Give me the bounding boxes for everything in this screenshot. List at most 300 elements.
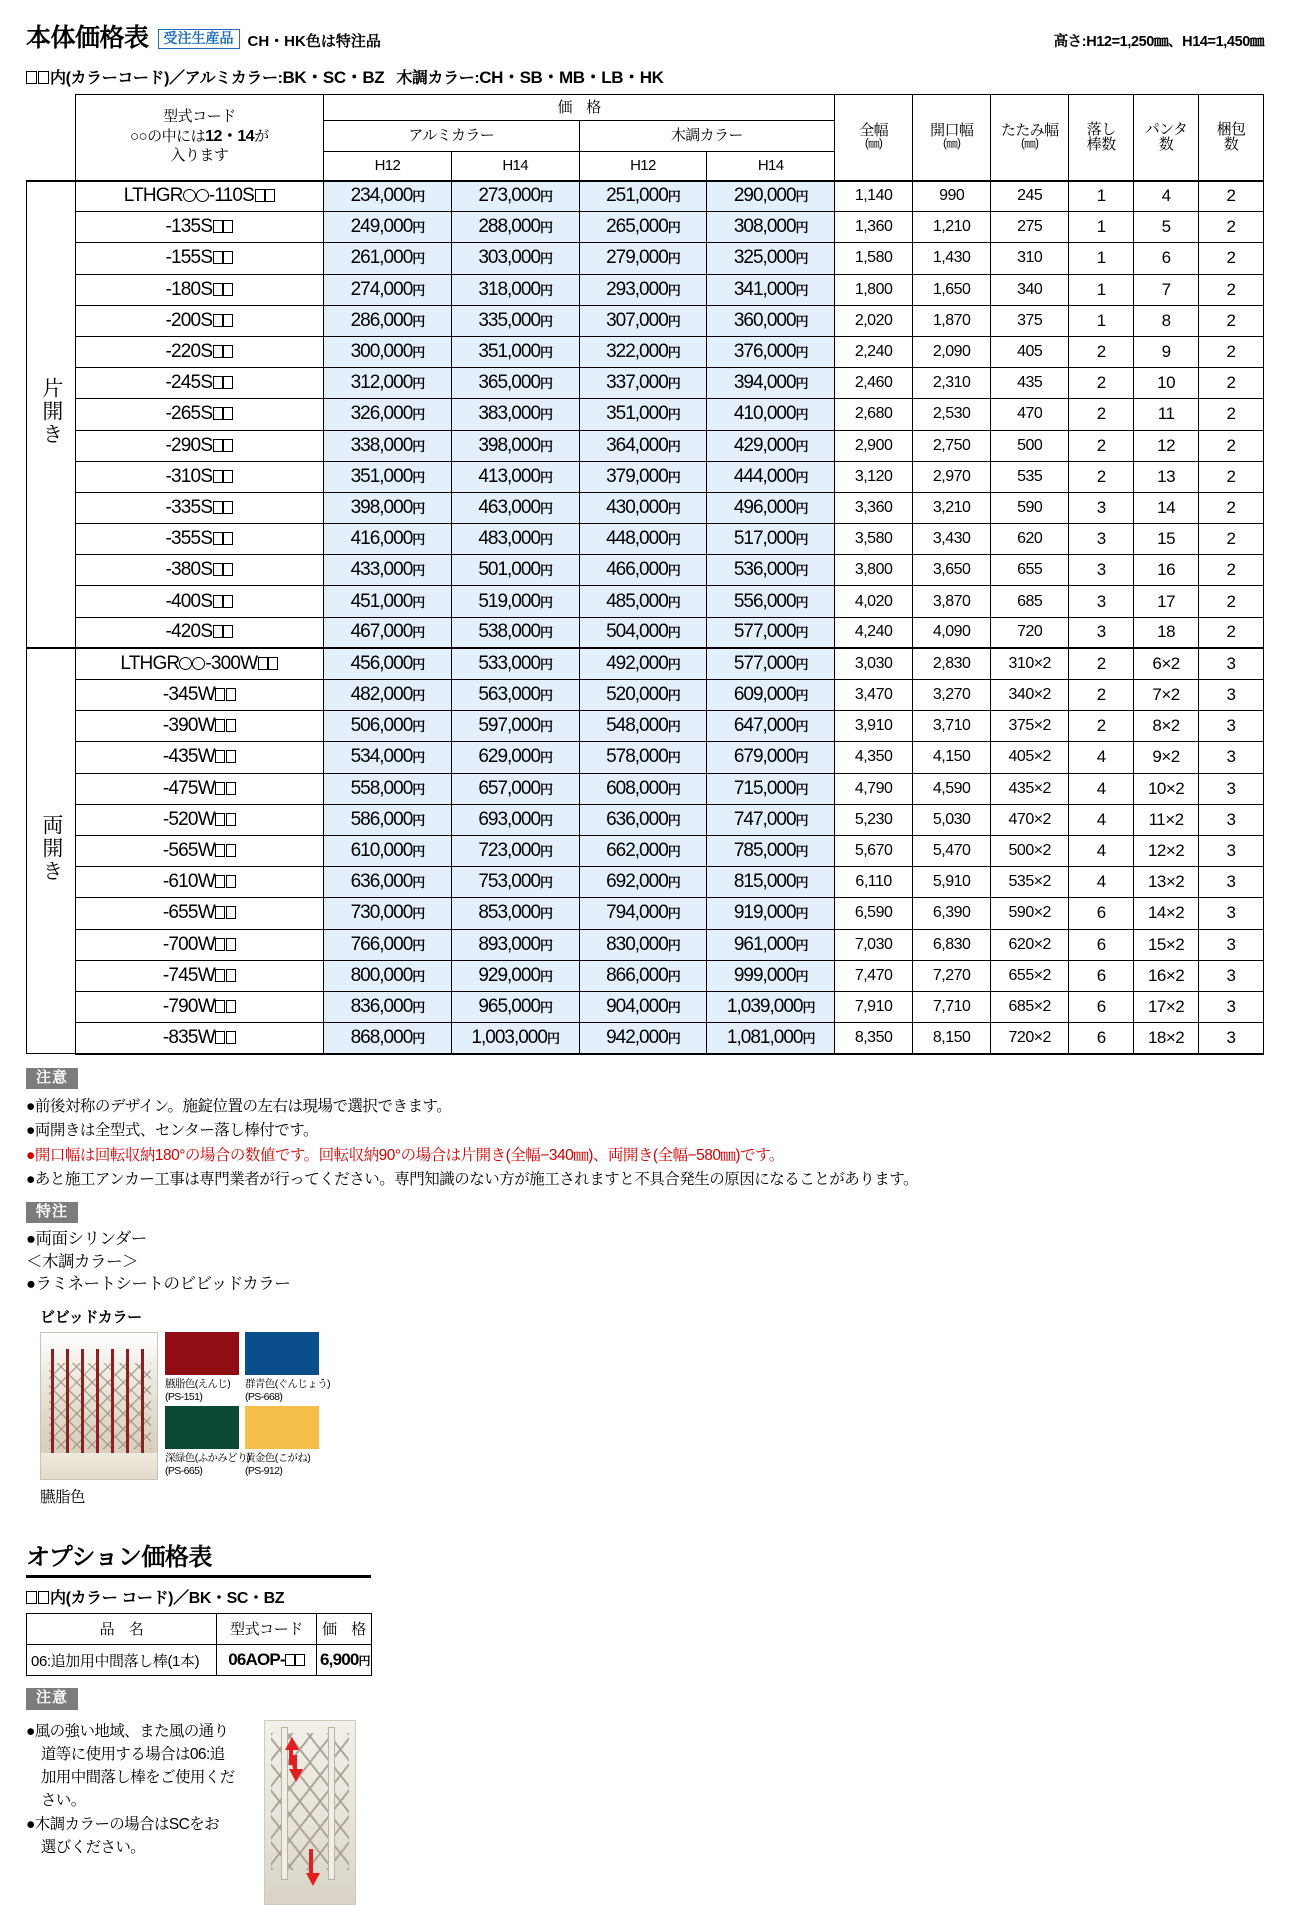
package-count-value: 3	[1199, 711, 1264, 742]
yen-symbol: 円	[540, 407, 553, 423]
square-box-icon	[223, 376, 233, 389]
drop-bar-count-value: 3	[1069, 524, 1134, 555]
price-wood-h12: 485,000円	[579, 586, 707, 617]
color-code-prefix: 内(カラーコード)／アルミカラー:	[50, 70, 283, 87]
price-alumi-h14: 335,000円	[451, 305, 579, 336]
square-box-icon	[26, 1591, 37, 1604]
panta-count-value: 11	[1134, 399, 1199, 430]
yen-symbol: 円	[412, 657, 425, 673]
panta-count-value: 15×2	[1134, 929, 1199, 960]
notice-line: ●あと施工アンカー工事は専門業者が行ってください。専門知識のない方が施工されますと不具合発生の原因になることがあります。	[26, 1170, 919, 1188]
option-table-header-row	[27, 1613, 372, 1644]
model-code-cell	[75, 680, 323, 711]
price-wood-h12: 548,000円	[579, 711, 707, 742]
square-box-icon	[226, 813, 236, 826]
opening-width-value: 4,590	[913, 773, 991, 804]
price-wood-h14: 815,000円	[707, 867, 835, 898]
square-box-icon	[213, 563, 223, 576]
total-width-value: 7,910	[835, 991, 913, 1022]
square-box-icon	[268, 657, 278, 670]
table-row	[27, 399, 1264, 430]
yen-symbol: 円	[540, 469, 553, 485]
model-suffix: -435W	[162, 746, 215, 768]
option-notice-line: ●風の強い地域、また風の通り	[26, 1722, 229, 1740]
yen-symbol: 円	[667, 563, 680, 579]
table-body	[27, 181, 1264, 1054]
price-alumi-h12: 800,000円	[324, 960, 452, 991]
drop-bar-count-value: 3	[1069, 586, 1134, 617]
model-code-cell	[75, 773, 323, 804]
circle-icon	[183, 189, 196, 202]
option-row-code-prefix: 06AOP-	[228, 1650, 285, 1670]
model-code-cell	[75, 430, 323, 461]
total-width-value: 3,470	[835, 680, 913, 711]
header-folded-width-label: たたみ幅	[1000, 122, 1059, 140]
option-row-code	[217, 1644, 317, 1675]
price-wood-h14: 919,000円	[707, 898, 835, 929]
package-count-value: 3	[1199, 898, 1264, 929]
color-swatch-name: 黄金色(こがね)	[245, 1452, 311, 1465]
total-width-value: 2,020	[835, 305, 913, 336]
yen-symbol: 円	[412, 345, 425, 361]
price-alumi-h14: 853,000円	[451, 898, 579, 929]
price-alumi-h14: 383,000円	[451, 399, 579, 430]
drop-bar-count-value: 3	[1069, 617, 1134, 648]
color-swatch-code: (PS-912)	[245, 1465, 283, 1478]
price-wood-h12: 492,000円	[579, 648, 707, 679]
price-wood-h14: 647,000円	[707, 711, 835, 742]
square-box-icon	[223, 251, 233, 264]
price-alumi-h14: 893,000円	[451, 929, 579, 960]
price-alumi-h12: 416,000円	[324, 524, 452, 555]
yen-symbol: 円	[795, 688, 808, 704]
yen-symbol: 円	[795, 500, 808, 516]
price-alumi-h12: 506,000円	[324, 711, 452, 742]
yen-symbol: 円	[540, 719, 553, 735]
model-suffix: -290S	[165, 434, 213, 456]
price-wood-h14: 747,000円	[707, 804, 835, 835]
square-box-icon	[223, 595, 233, 608]
folded-width-value: 685	[991, 586, 1069, 617]
yen-symbol: 円	[667, 688, 680, 704]
model-suffix: -265S	[165, 403, 213, 425]
price-wood-h12: 279,000円	[579, 243, 707, 274]
yen-symbol: 円	[795, 844, 808, 860]
page-title: 本体価格表	[26, 24, 149, 52]
yen-symbol: 円	[540, 906, 553, 922]
option-row-name: 06:追加用中間落し棒(1本)	[27, 1644, 217, 1675]
square-box-icon	[285, 1654, 295, 1666]
model-code-cell	[75, 711, 323, 742]
yen-symbol: 円	[412, 407, 425, 423]
price-alumi-h14: 501,000円	[451, 555, 579, 586]
table-row	[27, 804, 1264, 835]
option-notice-section	[26, 1688, 1264, 1905]
price-alumi-h14: 303,000円	[451, 243, 579, 274]
price-alumi-h12: 398,000円	[324, 492, 452, 523]
panta-count-value: 13	[1134, 461, 1199, 492]
yen-symbol: 円	[802, 999, 815, 1015]
price-wood-h12: 520,000円	[579, 680, 707, 711]
model-code-cell	[75, 586, 323, 617]
opening-width-value: 8,150	[913, 1023, 991, 1054]
package-count-value: 2	[1199, 181, 1264, 212]
table-row	[27, 430, 1264, 461]
yen-symbol: 円	[795, 594, 808, 610]
package-count-value: 3	[1199, 929, 1264, 960]
photo-caption: 臙脂色	[40, 1488, 86, 1506]
header-alumi-h12: H12	[324, 152, 452, 181]
yen-symbol: 円	[540, 438, 553, 454]
drop-bar-count-value: 4	[1069, 867, 1134, 898]
option-row-price	[317, 1644, 372, 1675]
price-alumi-h14: 753,000円	[451, 867, 579, 898]
package-count-value: 2	[1199, 617, 1264, 648]
table-row	[27, 929, 1264, 960]
price-alumi-h12: 433,000円	[324, 555, 452, 586]
price-alumi-h12: 482,000円	[324, 680, 452, 711]
price-wood-h12: 830,000円	[579, 929, 707, 960]
drop-bar-count-value: 6	[1069, 960, 1134, 991]
model-suffix: -110S	[208, 185, 254, 207]
header-model-code	[75, 95, 323, 181]
model-suffix: -475W	[162, 777, 215, 799]
price-alumi-h14: 533,000円	[451, 648, 579, 679]
yen-symbol: 円	[795, 438, 808, 454]
option-section	[26, 1537, 1264, 1905]
yen-symbol: 円	[412, 688, 425, 704]
notice-line: ●前後対称のデザイン。施錠位置の左右は現場で選択できます。	[26, 1098, 452, 1116]
price-wood-h14: 290,000円	[707, 181, 835, 212]
price-alumi-h12: 534,000円	[324, 742, 452, 773]
model-suffix: -400S	[165, 590, 213, 612]
price-wood-h14: 444,000円	[707, 461, 835, 492]
opening-width-value: 2,970	[913, 461, 991, 492]
model-suffix: -220S	[165, 341, 213, 363]
model-prefix: LTHGR	[123, 185, 183, 207]
table-header	[27, 95, 1264, 181]
yen-symbol: 円	[795, 875, 808, 891]
total-width-value: 8,350	[835, 1023, 913, 1054]
drop-bar-count-value: 6	[1069, 929, 1134, 960]
price-wood-h12: 307,000円	[579, 305, 707, 336]
price-alumi-h12: 586,000円	[324, 804, 452, 835]
header-drop-bar-line1: 落し	[1086, 120, 1116, 138]
yen-symbol: 円	[412, 220, 425, 236]
folded-width-value: 340	[991, 274, 1069, 305]
square-box-icon	[223, 625, 233, 638]
square-box-icon	[223, 563, 233, 576]
price-wood-h12: 504,000円	[579, 617, 707, 648]
yen-symbol: 円	[667, 844, 680, 860]
square-box-icon	[213, 376, 223, 389]
price-wood-h12: 578,000円	[579, 742, 707, 773]
opening-width-value: 3,270	[913, 680, 991, 711]
special-order-lines	[26, 1228, 1264, 1295]
total-width-value: 3,030	[835, 648, 913, 679]
yen-symbol: 円	[667, 469, 680, 485]
header-wood-color: 木調カラー	[579, 121, 835, 152]
yen-symbol: 円	[667, 1030, 680, 1046]
price-wood-h14: 1,039,000円	[707, 991, 835, 1022]
opening-width-value: 2,530	[913, 399, 991, 430]
package-count-value: 3	[1199, 1023, 1264, 1054]
table-row	[27, 898, 1264, 929]
price-alumi-h14: 483,000円	[451, 524, 579, 555]
square-box-icon	[215, 906, 225, 919]
opening-width-value: 3,650	[913, 555, 991, 586]
opening-width-value: 1,430	[913, 243, 991, 274]
total-width-value: 7,030	[835, 929, 913, 960]
model-code-cell	[75, 804, 323, 835]
package-count-value: 3	[1199, 804, 1264, 835]
folded-width-value: 245	[991, 181, 1069, 212]
folded-width-value: 655	[991, 555, 1069, 586]
panta-count-value: 13×2	[1134, 867, 1199, 898]
yen-symbol: 円	[667, 906, 680, 922]
yen-symbol: 円	[412, 189, 425, 205]
yen-symbol: 円	[795, 407, 808, 423]
yen-symbol: 円	[412, 781, 425, 797]
drop-bar-right	[328, 1727, 335, 1880]
panta-count-value: 11×2	[1134, 804, 1199, 835]
folded-width-value: 500×2	[991, 835, 1069, 866]
model-code-cell	[75, 742, 323, 773]
panta-count-value: 17	[1134, 586, 1199, 617]
opening-width-value: 990	[913, 181, 991, 212]
price-wood-h14: 517,000円	[707, 524, 835, 555]
yen-symbol: 円	[412, 750, 425, 766]
drop-bar-count-value: 2	[1069, 368, 1134, 399]
model-suffix: -790W	[162, 995, 215, 1017]
yen-symbol: 円	[540, 844, 553, 860]
yen-symbol: 円	[667, 657, 680, 673]
square-box-icon	[213, 625, 223, 638]
yen-symbol: 円	[546, 1030, 559, 1046]
option-row-price-value: 6,900	[320, 1650, 359, 1670]
drop-bar-count-value: 1	[1069, 243, 1134, 274]
package-count-value: 3	[1199, 742, 1264, 773]
package-count-value: 3	[1199, 960, 1264, 991]
square-box-icon	[223, 220, 233, 233]
opening-width-value: 1,210	[913, 212, 991, 243]
yen-symbol: 円	[412, 968, 425, 984]
price-wood-h12: 794,000円	[579, 898, 707, 929]
opening-width-value: 4,090	[913, 617, 991, 648]
yen-symbol: 円	[412, 313, 425, 329]
drop-bar-count-value: 2	[1069, 336, 1134, 367]
opening-width-value: 2,090	[913, 336, 991, 367]
yen-symbol: 円	[795, 906, 808, 922]
yen-symbol: 円	[540, 657, 553, 673]
table-row	[27, 586, 1264, 617]
panta-count-value: 5	[1134, 212, 1199, 243]
square-box-icon	[213, 470, 223, 483]
panta-count-value: 6	[1134, 243, 1199, 274]
option-table-row	[27, 1644, 372, 1675]
yen-symbol: 円	[667, 220, 680, 236]
model-code-cell	[75, 929, 323, 960]
yen-symbol: 円	[667, 313, 680, 329]
price-alumi-h14: 398,000円	[451, 430, 579, 461]
yen-symbol: 円	[667, 376, 680, 392]
model-suffix: -655W	[162, 902, 215, 924]
square-box-icon	[265, 189, 275, 202]
total-width-value: 4,240	[835, 617, 913, 648]
color-swatch-name: 群青色(ぐんじょう)	[245, 1378, 330, 1391]
header-panta-line1: パンタ	[1144, 120, 1188, 138]
package-count-value: 2	[1199, 274, 1264, 305]
panta-count-value: 7×2	[1134, 680, 1199, 711]
total-width-value: 3,910	[835, 711, 913, 742]
folded-width-value: 620	[991, 524, 1069, 555]
square-box-icon	[215, 969, 225, 982]
drop-bar-count-value: 2	[1069, 430, 1134, 461]
header-total-width	[835, 95, 913, 181]
option-notice-tag: 注意	[26, 1688, 78, 1710]
total-width-value: 1,360	[835, 212, 913, 243]
wood-color-label: 木調カラー:	[396, 70, 480, 87]
price-wood-h14: 785,000円	[707, 835, 835, 866]
yen-symbol: 円	[667, 345, 680, 361]
total-width-value: 2,900	[835, 430, 913, 461]
total-width-value: 2,680	[835, 399, 913, 430]
header-package-line1: 梱包	[1216, 120, 1246, 138]
header-opening-width-unit: (㎜)	[942, 138, 961, 151]
table-row	[27, 555, 1264, 586]
price-wood-h12: 293,000円	[579, 274, 707, 305]
price-wood-h12: 904,000円	[579, 991, 707, 1022]
square-box-icon	[213, 501, 223, 514]
opening-width-value: 3,870	[913, 586, 991, 617]
color-swatch	[245, 1406, 319, 1449]
yen-symbol: 円	[540, 345, 553, 361]
header-opening-width	[913, 95, 991, 181]
color-swatch	[165, 1406, 239, 1449]
header-total-width-unit: (㎜)	[864, 138, 883, 151]
total-width-value: 3,360	[835, 492, 913, 523]
alumi-color-codes: BK・SC・BZ	[282, 68, 385, 87]
square-box-icon	[223, 439, 233, 452]
height-note: 高さ:H12=1,250㎜、H14=1,450㎜	[1053, 34, 1264, 50]
folded-width-value: 535	[991, 461, 1069, 492]
special-order-line: ＜木調カラー＞	[26, 1252, 138, 1271]
square-box-icon	[215, 688, 225, 701]
total-width-value: 1,140	[835, 181, 913, 212]
yen-symbol: 円	[667, 999, 680, 1015]
yen-symbol: 円	[795, 313, 808, 329]
panta-count-value: 10	[1134, 368, 1199, 399]
header-panta-count	[1134, 95, 1199, 181]
price-alumi-h12: 286,000円	[324, 305, 452, 336]
price-alumi-h12: 451,000円	[324, 586, 452, 617]
color-swatch-label	[165, 1450, 250, 1479]
panta-count-value: 12×2	[1134, 835, 1199, 866]
model-code-cell	[75, 399, 323, 430]
square-box-icon	[38, 1591, 49, 1604]
price-alumi-h14: 463,000円	[451, 492, 579, 523]
price-wood-h12: 351,000円	[579, 399, 707, 430]
square-box-icon	[213, 595, 223, 608]
header-subtitle: CH・HK色は特注品	[247, 33, 381, 50]
price-wood-h14: 999,000円	[707, 960, 835, 991]
price-alumi-h12: 261,000円	[324, 243, 452, 274]
square-box-icon	[215, 719, 225, 732]
option-subtitle-prefix: 内(カラー コード)／	[50, 1589, 189, 1607]
model-suffix: -565W	[162, 840, 215, 862]
color-swatch-name: 深緑色(ふかみどり)	[165, 1452, 250, 1465]
yen-symbol: 円	[540, 688, 553, 704]
price-wood-h14: 496,000円	[707, 492, 835, 523]
price-alumi-h14: 538,000円	[451, 617, 579, 648]
price-alumi-h12: 338,000円	[324, 430, 452, 461]
panta-count-value: 12	[1134, 430, 1199, 461]
color-swatch-label	[165, 1376, 239, 1405]
yen-symbol: 円	[540, 594, 553, 610]
folded-width-value: 470	[991, 399, 1069, 430]
square-box-icon	[215, 938, 225, 951]
price-alumi-h12: 836,000円	[324, 991, 452, 1022]
yen-symbol: 円	[795, 625, 808, 641]
yen-symbol: 円	[412, 1030, 425, 1046]
notice-section	[26, 1068, 1264, 1192]
opening-width-value: 6,390	[913, 898, 991, 929]
header-package-count	[1199, 95, 1264, 181]
panta-count-value: 18	[1134, 617, 1199, 648]
yen-symbol: 円	[540, 750, 553, 766]
price-wood-h14: 308,000円	[707, 212, 835, 243]
yen-symbol: 円	[795, 532, 808, 548]
total-width-value: 5,230	[835, 804, 913, 835]
model-suffix: -835W	[162, 1026, 215, 1048]
table-row	[27, 461, 1264, 492]
square-box-icon	[226, 782, 236, 795]
drop-bar-count-value: 4	[1069, 773, 1134, 804]
yen-symbol: 円	[795, 657, 808, 673]
model-suffix: -745W	[162, 964, 215, 986]
price-wood-h14: 609,000円	[707, 680, 835, 711]
price-wood-h12: 942,000円	[579, 1023, 707, 1054]
price-alumi-h14: 318,000円	[451, 274, 579, 305]
price-alumi-h12: 300,000円	[324, 336, 452, 367]
post-pattern	[51, 1349, 151, 1461]
opening-width-value: 5,030	[913, 804, 991, 835]
model-code-cell	[75, 212, 323, 243]
drop-bar-count-value: 3	[1069, 555, 1134, 586]
drop-bar-count-value: 2	[1069, 461, 1134, 492]
price-wood-h12: 379,000円	[579, 461, 707, 492]
panta-count-value: 15	[1134, 524, 1199, 555]
model-code-cell	[75, 336, 323, 367]
option-notice-line: 道等に使用する場合は06:追	[26, 1745, 225, 1763]
yen-symbol: 円	[540, 189, 553, 205]
square-box-icon	[223, 314, 233, 327]
vivid-color-group	[40, 1332, 1264, 1480]
model-suffix: -390W	[162, 715, 215, 737]
opening-width-value: 5,470	[913, 835, 991, 866]
square-box-icon	[223, 407, 233, 420]
special-order-line: ●両面シリンダー	[26, 1230, 147, 1249]
option-notice-body	[26, 1720, 1264, 1905]
package-count-value: 2	[1199, 399, 1264, 430]
yen-symbol: 円	[412, 376, 425, 392]
price-wood-h14: 556,000円	[707, 586, 835, 617]
drop-bar-count-value: 1	[1069, 212, 1134, 243]
table-row	[27, 1023, 1264, 1054]
price-alumi-h12: 766,000円	[324, 929, 452, 960]
package-count-value: 3	[1199, 680, 1264, 711]
panta-count-value: 10×2	[1134, 773, 1199, 804]
